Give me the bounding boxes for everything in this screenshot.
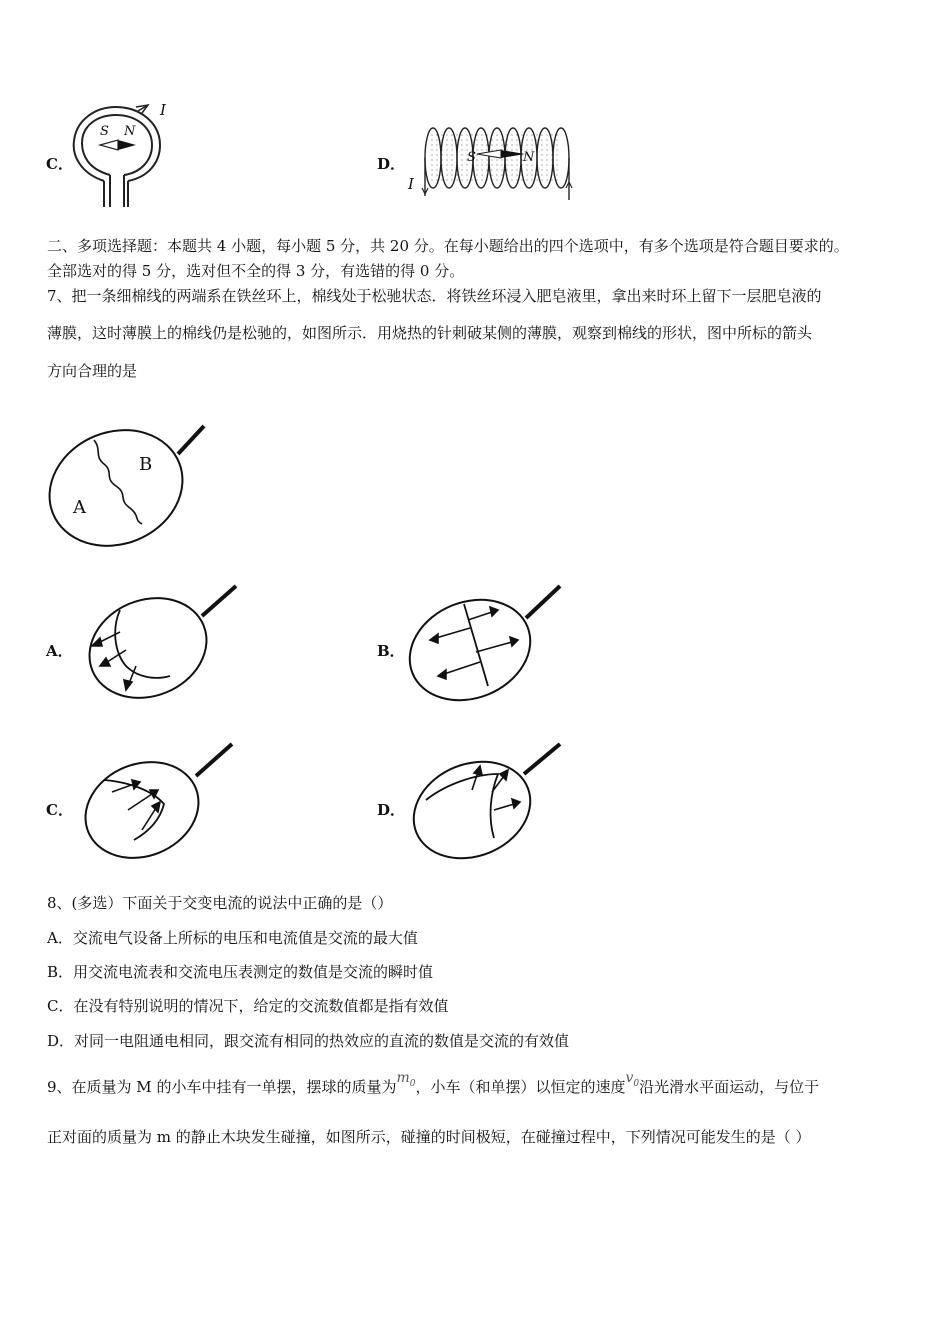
q7-option-d-figure xyxy=(406,740,566,865)
q7-figure-label-a: A xyxy=(73,497,86,518)
q7-main-figure xyxy=(44,420,209,550)
q6-c-s-label: S xyxy=(100,124,109,139)
q9-part2: ，小车（和单摆）以恒定的速度 xyxy=(415,1078,626,1096)
q9-v0-subscript: 0 xyxy=(633,1078,640,1089)
section2-line2: 全部选对的得 5 分，选对但不全的得 3 分，有选错的得 0 分。 xyxy=(47,262,465,280)
q7-stem-line1: 7、把一条细棉线的两端系在铁丝环上，棉线处于松驰状态．将铁丝环浸入肥皂液里，拿出来时环上留下一层肥皂液的 xyxy=(47,287,822,305)
q9-m0 xyxy=(396,1070,416,1089)
q9-m0-subscript: 0 xyxy=(409,1078,416,1089)
q9-part1: 9、在质量为 M 的小车中挂有一单摆，摆球的质量为 xyxy=(47,1078,397,1096)
q8-option-d: D．对同一电阻通电相同，跟交流有相同的热效应的直流的数值是交流的有效值 xyxy=(47,1032,570,1050)
q6-c-n-label: N xyxy=(124,124,136,139)
q7-option-b-label: B． xyxy=(377,642,405,660)
q9-part3: 沿光滑水平面运动，与位于 xyxy=(639,1078,820,1096)
q9-stem-line1 xyxy=(47,1070,820,1104)
q7-option-a-label: A． xyxy=(46,642,73,660)
q6-option-c-label: C． xyxy=(46,155,73,173)
q7-option-c-figure xyxy=(78,740,238,865)
q6-d-n-label: N xyxy=(523,150,535,165)
q8-option-b: B．用交流电流表和交流电压表测定的数值是交流的瞬时值 xyxy=(47,963,434,981)
q7-option-d-label: D． xyxy=(377,801,406,819)
q6-option-d-label: D． xyxy=(377,155,406,173)
q7-stem-line2: 薄膜，这时薄膜上的棉线仍是松驰的，如图所示．用烧热的针刺破某侧的薄膜，观察到棉线的形状，图中所标的箭头 xyxy=(47,324,813,342)
q6-d-current-label: I xyxy=(408,175,414,193)
q9-stem-line2: 正对面的质量为 m 的静止木块发生碰撞，如图所示，碰撞的时间极短，在碰撞过程中，下列情况可能发生的是（ ） xyxy=(47,1128,811,1146)
q7-option-a-figure xyxy=(84,580,239,705)
q6-c-current-label: I xyxy=(160,101,166,119)
q9-v0 xyxy=(625,1070,640,1089)
q7-option-c-label: C． xyxy=(46,801,73,819)
q7-stem-line3: 方向合理的是 xyxy=(47,362,138,380)
q8-stem: 8、(多选）下面关于交变电流的说法中正确的是（） xyxy=(47,894,393,912)
q9-v0-symbol: v xyxy=(625,1070,634,1086)
q8-option-c: C．在没有特别说明的情况下，给定的交流数值都是指有效值 xyxy=(47,997,449,1015)
q9-m0-symbol: m xyxy=(396,1070,410,1086)
section2-line1: 二、多项选择题：本题共 4 小题，每小题 5 分，共 20 分。在每小题给出的四个选项中，有多个选项是符合题目要求的。 xyxy=(47,237,849,255)
q7-figure-label-b: B xyxy=(139,454,153,475)
q7-option-b-figure xyxy=(404,582,564,707)
q6-d-s-label: S xyxy=(467,150,476,165)
q8-option-a: A．交流电气设备上所标的电压和电流值是交流的最大值 xyxy=(47,929,418,947)
q6-option-d-solenoid xyxy=(405,118,580,203)
